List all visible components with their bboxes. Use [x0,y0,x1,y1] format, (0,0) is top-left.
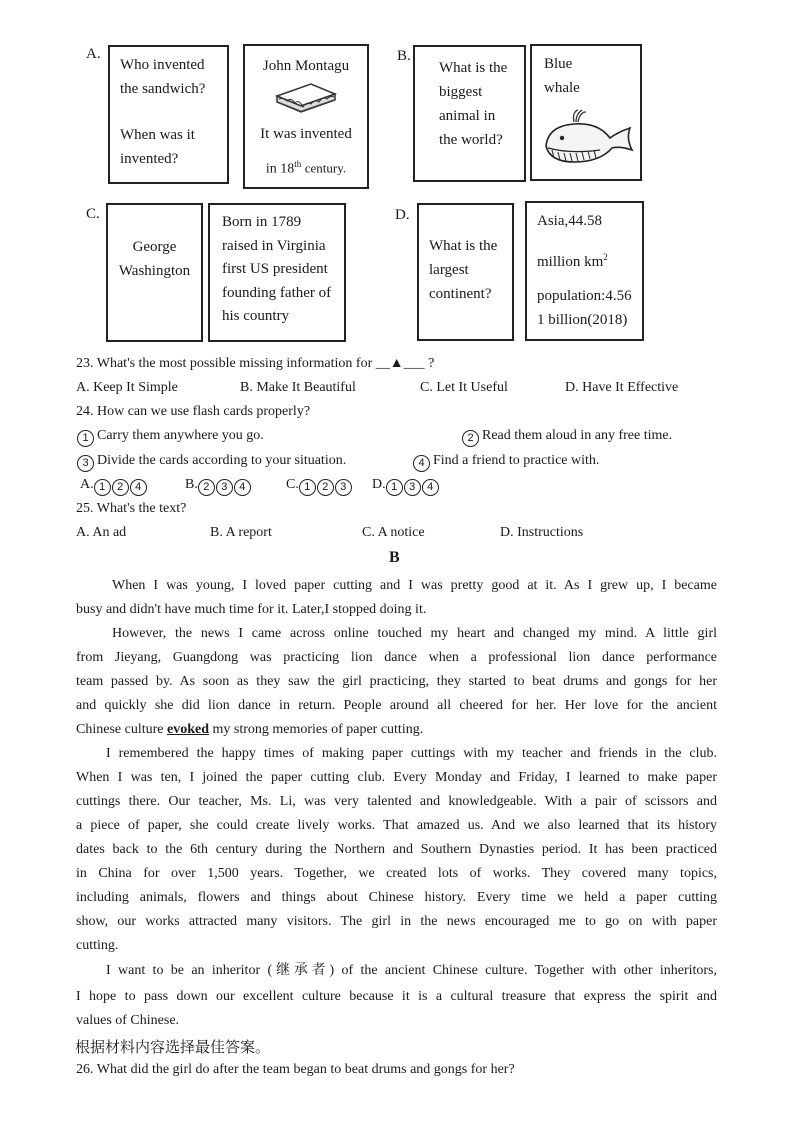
q23-option-d[interactable]: D. Have It Effective [565,380,679,395]
circled-number: 2 [462,430,479,447]
q24-item-3: 3 Divide the cards according to your situation. [77,453,346,472]
q24-option-c[interactable]: C. 1 2 3 [286,477,353,496]
q24-option-b[interactable]: B. 2 3 4 [185,477,252,496]
card-d-answer: Asia,44.58 million $km^2$ population:4.56 1 billion(2018) [525,201,644,341]
card-d-question: What is the largest continent? [417,203,514,341]
option-c-label: C. [86,206,100,222]
passage-paragraph-4: I want to be an inheritor (继承者) of the ancient Chinese culture. Together with other inheritors, I hope to pass down our excellent culture because it is a cultural treasure that express the spirit and values of Chinese. [76,963,717,1028]
section-heading: B [389,549,400,566]
q24-item-4: 4 Find a friend to practice with. [413,453,599,472]
q24-option-a[interactable]: A. 1 2 4 [80,477,148,496]
q23-option-a[interactable]: A. Keep It Simple [76,380,178,395]
circled-number: 1 [77,430,94,447]
q24-stem: 24. How can we use flash cards properly? [76,404,311,419]
card-c-question: George Washington [106,203,203,342]
passage-paragraph-3: I remembered the happy times of making paper cuttings with my teacher and friends in the club. When I was ten, I joined the paper cutting club. Every Monday and Friday, I learned to make paper cuttings there. Our teacher, Ms. Li, was very talented and knowledgeable. With a pair of scissors and a piece of paper, she could create lively works. That amazed us. And we also learned that its history dates back to the 6th century during the Northern and Southern Dynasties period. It has been practiced in China for over 1,500 years. Together, we created lots of works. They covered many topics, including animals, flowers and things about Chinese history. Every time we held a paper cutting show, our works attracted many visitors. The girl in the news encouraged me to go on with paper cutting. [76,746,717,953]
option-d-label: D. [395,207,410,223]
instruction-text: 根据材料内容选择最佳答案。 [75,1038,271,1056]
card-a-answer: John Montagu It was invented in 18th century. [243,44,369,189]
q25-option-d[interactable]: D. Instructions [500,525,584,540]
q25-option-c[interactable]: C. A notice [362,525,425,540]
passage-paragraph-2: However, the news I came across online touched my heart and changed my mind. A little girl from Jieyang, Guangdong was practicing lion dance when a professional lion dance performance team passed by. As soon as they saw the girl practicing, they started to beat drums and gongs for her and quickly she did lion dance in return. People around all cheered for her. Her love for the ancient Chinese culture evoked my strong memories of paper cutting. [76,626,717,737]
option-a-label: A. [86,46,101,62]
whale-image [540,108,636,168]
option-b-label: B. [397,48,411,64]
card-c-answer: Born in 1789 raised in Virginia first US president founding father of his country [208,203,346,342]
q25-option-b[interactable]: B. A report [210,525,272,540]
card-b-question: What is the biggest animal in the world? [413,45,526,182]
q25-option-a[interactable]: A. An ad [76,525,127,540]
circled-number: 4 [413,455,430,472]
q23-stem: 23. What's the most possible missing information for __▲___ ? [76,356,435,371]
q24-item-1: 1 Carry them anywhere you go. [77,428,264,447]
q23-option-b[interactable]: B. Make It Beautiful [240,380,356,395]
q26-stem: 26. What did the girl do after the team began to beat drums and gongs for her? [76,1062,515,1077]
sandwich-image [271,80,341,116]
card-b-answer: Blue whale [530,44,642,181]
passage-paragraph-1: When I was young, I loved paper cutting and I was pretty good at it. As I grew up, I became busy and didn't have much time for it. Later,I stopped doing it. [76,578,717,617]
circled-number: 3 [77,455,94,472]
q24-option-d[interactable]: D. 1 3 4 [372,477,440,496]
card-a-question: Who invented the sandwich? When was it invented? [108,45,229,184]
q24-item-2: 2 Read them aloud in any free time. [462,428,672,447]
highlighted-word: evoked [166,722,209,737]
q25-stem: 25. What's the text? [76,501,187,516]
q23-option-c[interactable]: C. Let It Useful [420,380,508,395]
